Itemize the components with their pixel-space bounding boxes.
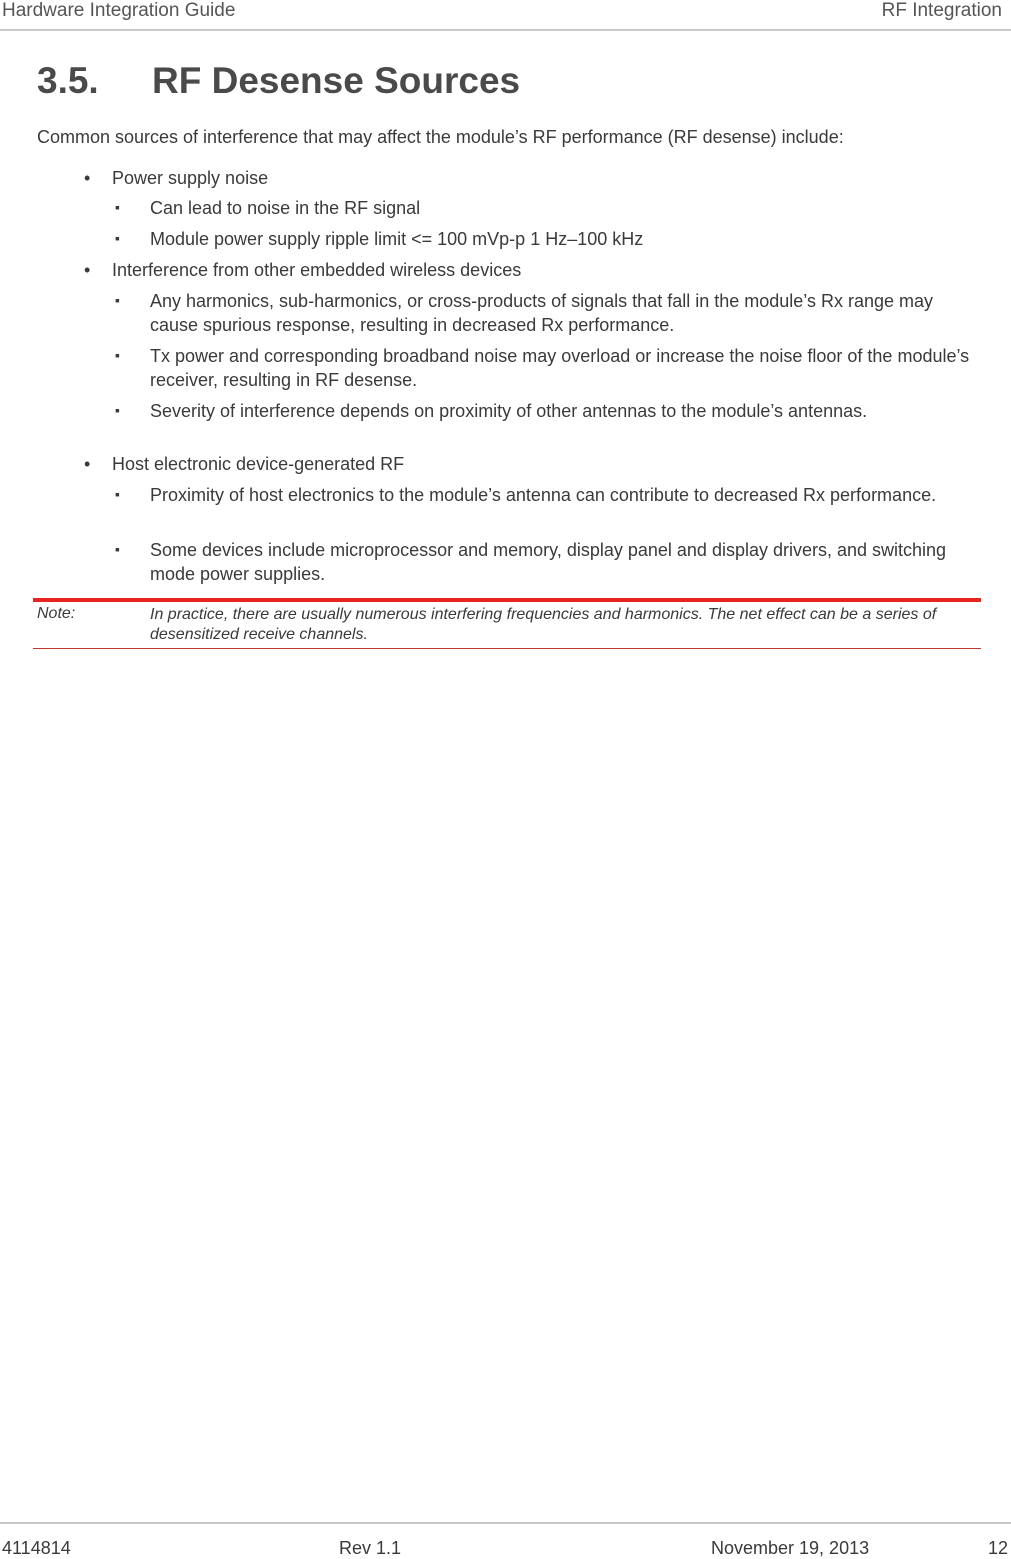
note-text: In practice, there are usually numerous interfering frequencies and harmonics. The net effect can be a series of desensitized receive channels. xyxy=(150,606,937,643)
sub-list-item xyxy=(115,196,980,220)
list-item xyxy=(84,166,269,190)
sub-list-item-text: Proximity of host electronics to the module’s antenna can contribute to decreased Rx performance. xyxy=(150,485,937,505)
footer-date: November 19, 2013 xyxy=(711,1538,870,1558)
sub-list-item-text: Tx power and corresponding broadband noise may overload or increase the noise floor of the module’s receiver, resulting in RF desense. xyxy=(150,346,970,390)
footer-doc-number: 4114814 xyxy=(2,1538,71,1558)
bullet-square-icon: ▪ xyxy=(115,230,120,246)
note-label: Note: xyxy=(37,605,76,622)
list-item-text: Power supply noise xyxy=(112,168,269,188)
sub-list-item-text: Can lead to noise in the RF signal xyxy=(150,198,421,218)
sub-list-item xyxy=(115,538,980,586)
bullet-square-icon: ▪ xyxy=(115,292,120,308)
list-item xyxy=(84,452,405,476)
note-top-rule xyxy=(33,598,981,602)
intro-paragraph: Common sources of interference that may affect the module’s RF performance (RF desense) include: xyxy=(37,127,844,147)
section-heading xyxy=(37,60,520,102)
note-bottom-rule xyxy=(33,648,981,649)
list-item xyxy=(84,258,522,282)
section-number: 3.5. xyxy=(37,60,99,101)
page-header xyxy=(0,0,1011,31)
sub-list-item-text: Any harmonics, sub-harmonics, or cross-products of signals that fall in the module’s Rx range may cause spurious response, resulting in decreased Rx performance. xyxy=(150,291,934,335)
footer-revision: Rev 1.1 xyxy=(339,1538,402,1558)
footer-rule xyxy=(0,1522,1011,1524)
bullet-dot-icon: • xyxy=(84,260,91,280)
bullet-square-icon: ▪ xyxy=(115,347,120,363)
bullet-square-icon: ▪ xyxy=(115,402,120,418)
list-item-text: Host electronic device-generated RF xyxy=(112,454,405,474)
sub-list-item-text: Some devices include microprocessor and memory, display panel and display drivers, and switching mode power supplies. xyxy=(150,540,947,584)
sub-list-item-text: Module power supply ripple limit <= 100 mVp-p 1 Hz–100 kHz xyxy=(150,229,644,249)
sub-list-item-text: Severity of interference depends on proximity of other antennas to the module’s antennas. xyxy=(150,401,868,421)
sub-list-item xyxy=(115,399,980,423)
bullet-square-icon: ▪ xyxy=(115,486,120,502)
sub-list-item xyxy=(115,227,980,251)
sub-list-item xyxy=(115,483,980,507)
bullet-square-icon: ▪ xyxy=(115,199,120,215)
bullet-dot-icon: • xyxy=(84,168,91,188)
sub-list-item xyxy=(115,289,980,337)
sub-list-item xyxy=(115,344,980,392)
list-item-text: Interference from other embedded wireless devices xyxy=(112,260,522,280)
header-chapter-title: RF Integration xyxy=(881,0,1002,21)
bullet-dot-icon: • xyxy=(84,454,91,474)
section-title: RF Desense Sources xyxy=(152,60,521,101)
bullet-square-icon: ▪ xyxy=(115,541,120,557)
footer-page-number: 12 xyxy=(988,1538,1009,1558)
header-doc-title: Hardware Integration Guide xyxy=(2,0,236,21)
